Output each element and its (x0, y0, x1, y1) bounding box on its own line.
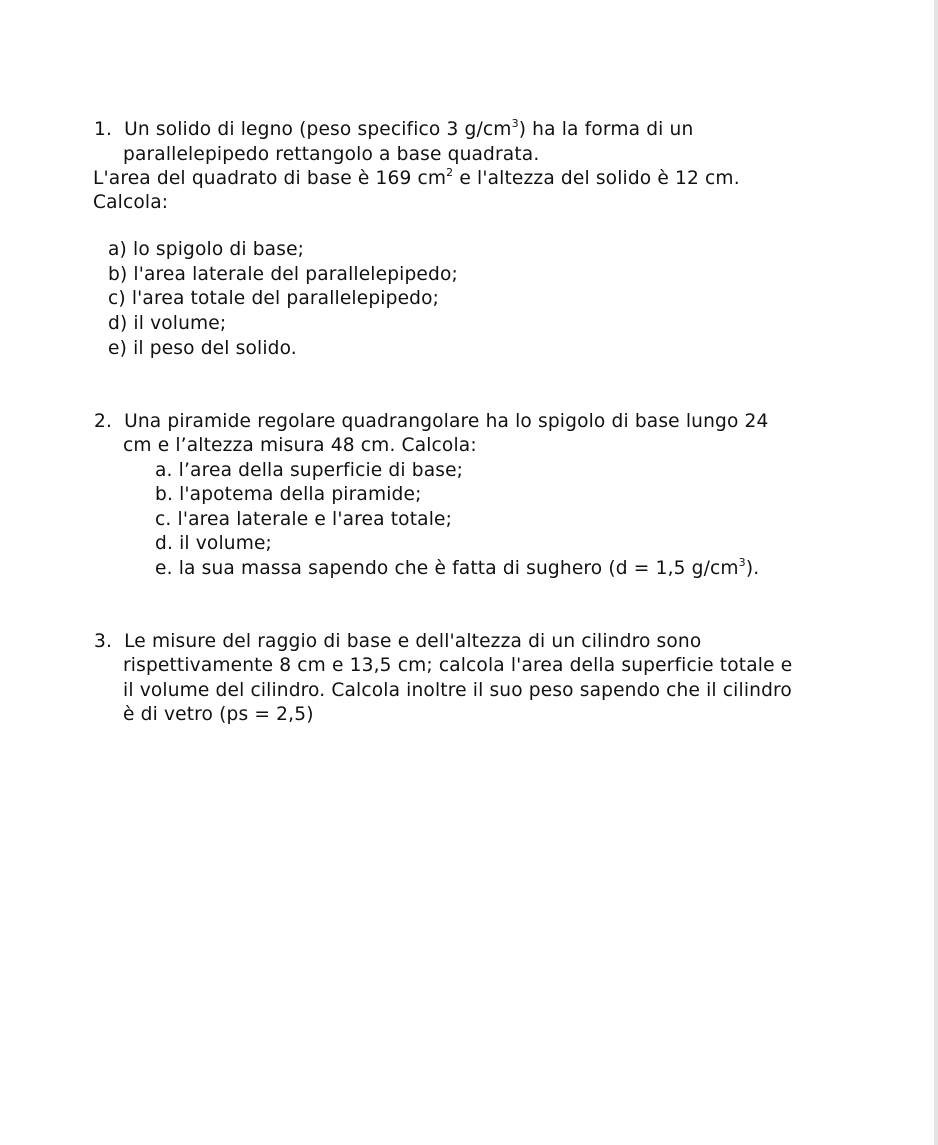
problem-number: 1. (94, 119, 113, 140)
list-item (108, 287, 439, 311)
problem-3-line-1 (94, 630, 701, 654)
problem-2-line-1 (94, 410, 769, 434)
item-text: il volume; (133, 313, 227, 334)
problem-3-line-3: il volume del cilindro. Calcola inoltre il suo peso sapendo che il cilindro (123, 680, 792, 701)
item-marker: c) (108, 288, 126, 309)
text-segment: L'area del quadrato di base è 169 cm (93, 168, 447, 189)
problem-1-text (124, 119, 693, 140)
item-text: l’area della superficie di base; (178, 460, 464, 481)
text-segment: ). (745, 558, 760, 579)
problem-1-line-2: parallelepipedo rettangolo a base quadrata. (123, 144, 540, 165)
item-marker: b) (108, 264, 128, 285)
problem-1-line-3 (93, 167, 740, 191)
item-marker: d. (155, 533, 174, 554)
superscript: 3 (511, 117, 519, 130)
problem-3-line-2: rispettivamente 8 cm e 13,5 cm; calcola l'area della superficie totale e (123, 655, 793, 676)
list-item (155, 557, 759, 581)
item-text: l'area laterale del parallelepipedo; (133, 264, 458, 285)
item-marker: e. (155, 558, 173, 579)
item-text: l'apotema della piramide; (179, 484, 422, 505)
item-marker: c. (155, 509, 172, 530)
item-text: il volume; (179, 533, 272, 554)
item-text (179, 558, 760, 579)
item-text: l'area laterale e l'area totale; (177, 509, 453, 530)
problem-1-line-4: Calcola: (93, 192, 169, 213)
item-marker: b. (155, 484, 174, 505)
list-item (108, 263, 458, 287)
list-item (108, 337, 297, 361)
text-segment: e l'altezza del solido è 12 cm. (453, 168, 740, 189)
page-edge-divider (934, 0, 938, 1145)
problem-3-line-4: è di vetro (ps = 2,5) (123, 704, 314, 725)
list-item (155, 532, 272, 556)
item-marker: e) (108, 338, 127, 359)
item-marker: a) (108, 239, 127, 260)
problem-number: 3. (94, 631, 113, 652)
list-item (108, 238, 304, 262)
problem-2-line-2: cm e l’altezza misura 48 cm. Calcola: (123, 435, 477, 456)
list-item (108, 312, 226, 336)
superscript: 2 (446, 166, 454, 179)
item-text: l'area totale del parallelepipedo; (131, 288, 440, 309)
item-marker: d) (108, 313, 128, 334)
list-item (155, 459, 463, 483)
list-item (155, 483, 422, 507)
text-segment: Un solido di legno (peso specifico 3 g/cm (124, 119, 512, 140)
problem-number: 2. (94, 411, 113, 432)
text-segment: la sua massa sapendo che è fatta di sughero (d = 1,5 g/cm (178, 558, 739, 579)
item-marker: a. (155, 460, 173, 481)
item-text: lo spigolo di base; (133, 239, 305, 260)
superscript: 3 (738, 556, 746, 569)
problem-2-text: Una piramide regolare quadrangolare ha lo spigolo di base lungo 24 (124, 411, 769, 432)
problem-1-line-1 (94, 118, 693, 142)
list-item (155, 508, 452, 532)
text-segment: ) ha la forma di un (518, 119, 694, 140)
item-text: il peso del solido. (133, 338, 297, 359)
problem-3-text: Le misure del raggio di base e dell'altezza di un cilindro sono (124, 631, 702, 652)
